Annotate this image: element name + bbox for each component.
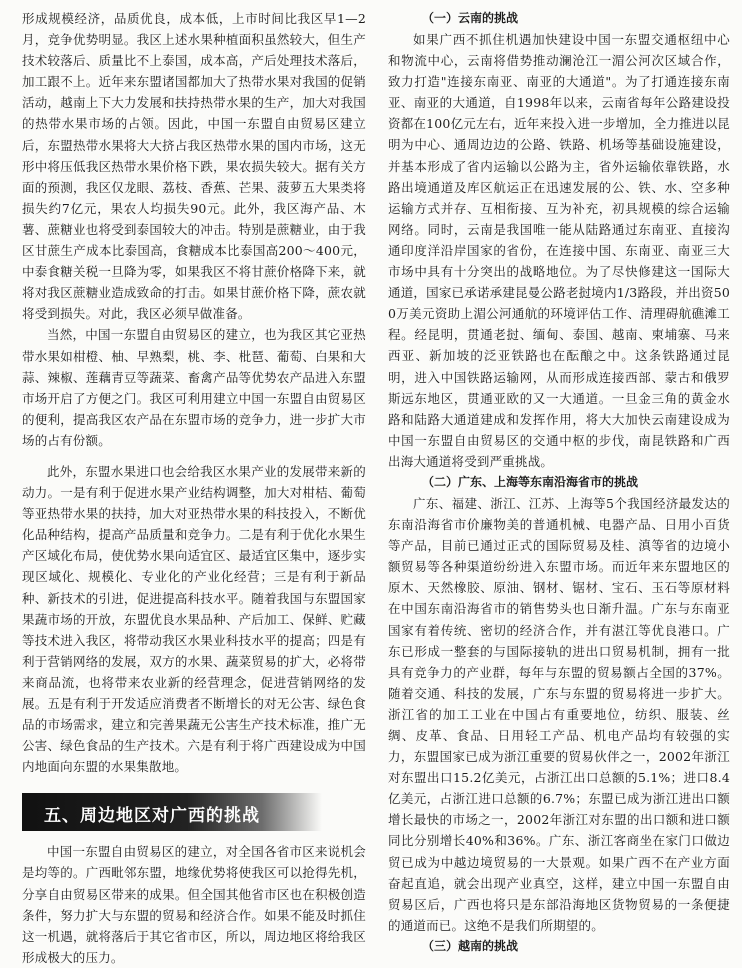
paragraph: 广东、福建、浙江、江苏、上海等5个我国经济最发达的东南沿海省市价廉物美的普通机械、电器产品、日用小百货等产品，目前已通过正式的国际贸易及桂、滇等省的边境小额贸易等各种渠道纷纷进入东盟市场。而近年来东盟地区的原木、天然橡胶、原油、钢材、锯材、宝石、玉石等原材料在中国东南沿海省市的销售势头也日渐升温。广东与东南亚国家有着传统、密切的经济合作，并有湛江等优良港口。广东已形成一整套的与国际接轨的进出口贸易机制，拥有一批具有竞争力的产业群，每年与东盟的贸易额占全国的37%。随着交通、科技的发展，广东与东盟的贸易将进一步扩大。浙江省的加工工业在中国占有重要地位，纺织、服装、丝绸、皮革、食品、日用轻工产品、机电产品均有较强的实力，东盟国家已成为浙江重要的贸易伙伴之一，2002年浙江对东盟出口15.2亿美元，占浙江出口总额的5.1%；进口8.4亿美元，占浙江进口总额的6.7%；东盟已成为浙江进出口额增长最快的市场之一，2002年浙江对东盟的出口额和进口额同比分别增长40%和36%。广东、浙江客商坐在家门口做边贸已成为中越边境贸易的一大景观。如果广西不在产业方面奋起直追，就会出现产业真空，这样，建立中国一东盟自由贸易区后，广西也将只是东部沿海地区货物贸易的一条便捷的通道而已。这绝不是我们所期望的。: [388, 495, 730, 933]
paragraph: 形成规模经济，品质优良，成本低，上市时间比我区早1—2月，竞争优势明显。我区上述水果种植面积虽然较大，但生产技术较落后、质量比不上泰国，成本高，产后处理技术落后，加工跟不上。近年来东盟诸国都加大了热带水果对我国的促销活动，越南上下大力发展和扶持热带水果的生产，加大对我国的热带水果市场的占领。因此，中国一东盟自由贸易区建立后，东盟热带水果将大大挤占我区热带水果的国内市场，这无形中将压低我区热带水果价格下跌，果农损失较大。据有关方面的预测，我区仅龙眼、荔枝、香蕉、芒果、菠萝五大果类将损失约7亿元，果农人均损失90元。此外，我区海产品、木薯、蔗糖业也将受到泰国较大的冲击。特别是蔗糖业，由于我区甘蔗生产成本比泰国高，食糖成本比泰国高200～400元，中泰食糖关税一旦降为零，如果我区不将甘蔗价格降下来，就将对我区蔗糖业造成致命的打击。如果甘蔗价格下降，蔗农就将受到损失。对此，我区必须早做准备。: [22, 11, 366, 322]
right-column: [388, 8, 730, 957]
subsection-title: （一）云南的挑战: [422, 11, 519, 25]
subsection-title: （二）广东、上海等东南沿海省市的挑战: [422, 474, 639, 489]
paragraph: 当然，中国一东盟自由贸易区的建立，也为我区其它亚热带水果如柑橙、柚、早熟梨，桃、李、枇琶、葡萄、白果和大蒜、辣椒、莲藕青豆等蔬菜、畜禽产品等优势农产品进入东盟市场开启了方便之门。我区可利用建立中国一东盟自由贸易区的便利，提高我区农产品在东盟市场的竞争力，进一步扩大市场的占有份额。: [22, 327, 366, 448]
paragraph: 此外，东盟水果进口也会给我区水果产业的发展带来新的动力。一是有利于促进水果产业结构调整，加大对柑桔、葡萄等亚热带水果的扶持，加大对亚热带水果的科技投入，不断优化品种结构，提高产品质量和竞争力。二是有利于优化水果生产区域化布局，使优势水果向适宜区、最适宜区集中，逐步实现区域化、规模化、专业化的产业化经营；三是有利于新品种、新技术的引进，促进提高科技水平。随着我国与东盟国家果蔬市场的开放，东盟优良水果品种、产后加工、保鲜、贮藏等技术进入我区，将带动我区水果业科技水平的提高；四是有利于营销网络的发展，双方的水果、蔬菜贸易的扩大，必将带来商品流，也将带来农业新的经营理念，促进营销网络的发展。五是有利于开发适应消费者不断增长的对无公害、绿色食品的市场需求，建立和完善果蔬无公害生产技术标准，推广无公害、绿色食品的生产技术。六是有利于将广西建设成为中国内地面向东盟的水果集散地。: [22, 463, 366, 775]
paragraph-gap: [22, 451, 366, 461]
section-heading-bar: [22, 793, 322, 831]
paragraph: 如果广西不抓住机遇加快建设中国一东盟交通枢纽中心和物流中心，云南将借势推动澜沧江一湄公河次区域合作，致力打造"连接东南亚、南亚的大通道"。为了打通连接东南亚、南亚的大通道，自1998年以来，云南省每年公路建设投资都在100亿元左右，近年来投入进一步增加，全力推进以昆明为中心、通周边边的公路、铁路、机场等基础设施建设，并基本形成了省内运输以公路为主，省外运输依靠铁路，水路出境通道及库区航运正在迅速发展的公、铁、水、空多种运输方式并存、互相衔接、互为补充，初具规模的综合运输网络。同时，云南是我国唯一能从陆路通过东南亚、直接沟通印度洋沿岸国家的省份，在连接中国、东南亚、南亚三大市场中具有十分突出的战略地位。为了尽快修建这一国际大通道，国家已承诺承建昆曼公路老挝境内1/3路段，并出资500万美元资助上湄公河通航的环境评估工作、清理碍航礁滩工程。经昆明，贯通老挝、缅甸、泰国、越南、柬埔寨、马来西亚、新加坡的泛亚铁路也在酝酿之中。这条铁路通过昆明，进入中国铁路运输网，从而形成连接西部、蒙古和俄罗斯远东地区，贯通亚欧的又一大通道。一旦金三角的黄金水路和陆路大通道建成和发挥作用，将大大加快云南建设成为中国一东盟自由贸易区的交通中枢的步伐，南昆铁路和广西出海大通道将受到严重挑战。: [388, 32, 730, 469]
section-heading: 五、周边地区对广西的挑战: [44, 806, 260, 827]
subsection-title: （三）越南的挑战: [422, 938, 519, 953]
paragraph: 中国一东盟自由贸易区的建立，对全国各省市区来说机会是均等的。广西毗邻东盟，地缘优势将使我区可以抢得先机，分享自由贸易区带来的成果。但全国其他省市区也在积极创造条件，努力扩大与东盟的贸易和经济合作。如果不能及时抓住这一机遇，就将落后于其它省市区，所以，周边地区将给我区形成极大的压力。: [22, 844, 366, 965]
left-column: [22, 8, 366, 968]
